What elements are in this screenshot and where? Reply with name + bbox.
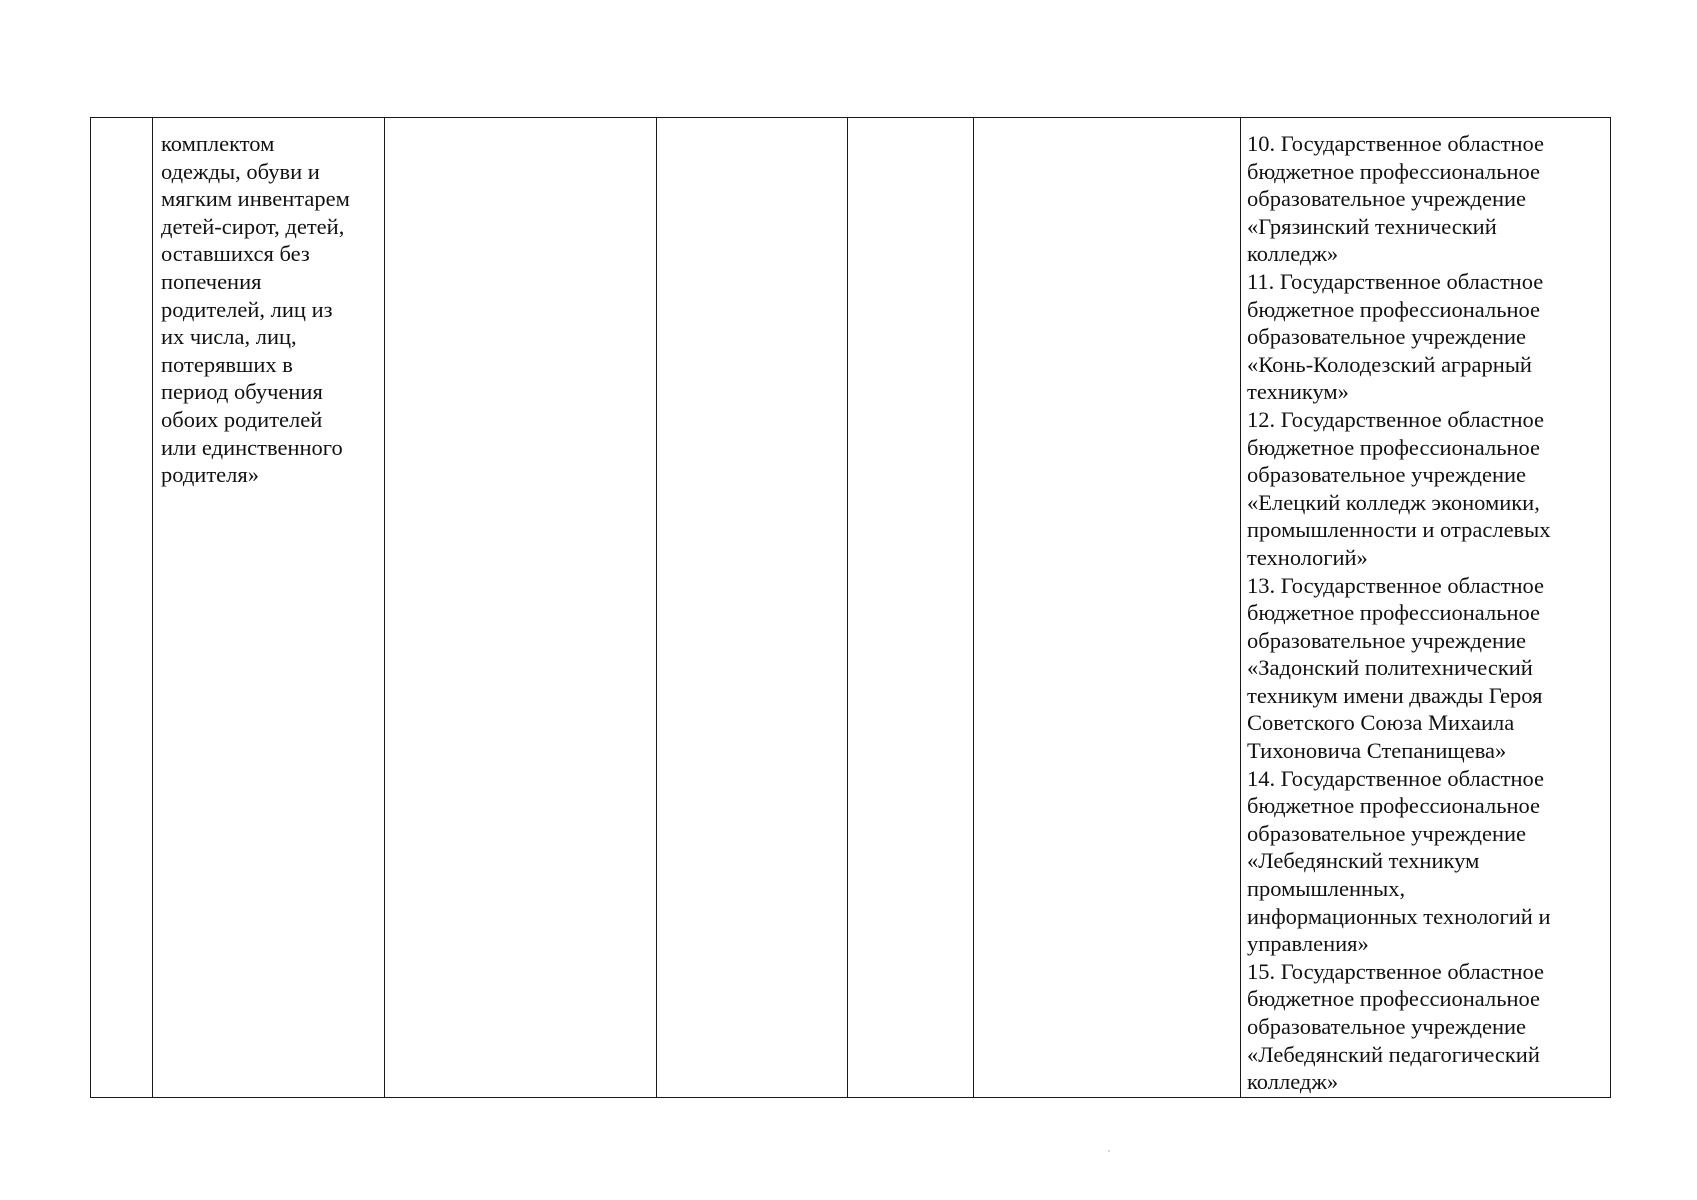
table-cell-empty-4 — [657, 118, 848, 1098]
institutions-list-text: 10. Государственное областное бюджетное профессиональное образовательное учреждение «Грязинский технический колледж» 11. Государственное областное бюджетное профессиональное образовательное учреждение «Конь-Колодезский аграрный техникум» 12. Государственное областное бюджетное профессиональное образовательное учреждение «Елецкий колледж экономики, промышленности и отраслевых технологий» 13. Государственное областное бюджетное профессиональное образовательное учреждение «Задонский политехнический техникум имени дважды Героя Советского Союза Михаила Тихоновича Степанищева» 14. Государственное областное бюджетное профессиональное образовательное учреждение «Лебедянский техникум промышленных, информационных технологий и управления» 15. Государственное областное бюджетное профессиональное образовательное учреждение «Лебедянский педагогический колледж» — [1247, 131, 1551, 1095]
measure-text: комплектом одежды, обуви и мягким инвентарем детей-сирот, детей, оставшихся без попечения родителей, лиц из их числа, лиц, потерявших в период обучения обоих родителей или единственного родителя» — [161, 131, 350, 488]
table-cell-measure — [153, 118, 385, 1098]
table-cell-empty-3 — [385, 118, 657, 1098]
table-row — [91, 118, 1611, 1098]
document-table — [90, 117, 1611, 1098]
table-cell-empty-5 — [848, 118, 974, 1098]
table-cell-empty-6 — [974, 118, 1241, 1098]
table-cell-institutions — [1241, 118, 1611, 1098]
table-cell-number — [91, 118, 153, 1098]
scan-artifact — [1108, 1150, 1110, 1152]
